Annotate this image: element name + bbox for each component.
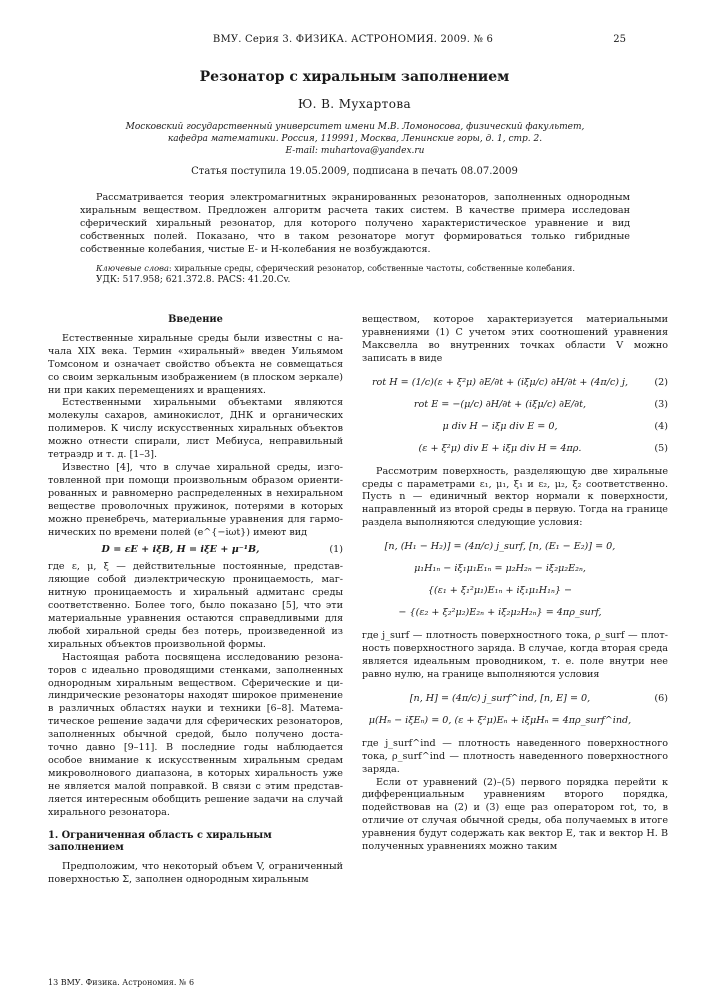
equation-body: − {(ε₂ + ξ₂²μ₂)E₂ₙ + iξ₂μ₂H₂ₙ} = 4πρ_surf, [398,607,602,619]
equation-block-maxwell [362,372,668,460]
boundary-condition [362,558,668,580]
equation-body: μ(Hₙ − iξEₙ) = 0, (ε + ξ²μ)Eₙ + iξμHₙ = 4πρ_surf^ind, [368,714,632,726]
paragraph: Если от уравнений (2)–(5) первого порядка перейти к дифференциальным уравнениям второго порядка, подействовав на (2) и (3) еще раз оператором rot, то, в отличие от случая обычной среды, оба получаемых в итоге уравнения будут содержать как вектор E, так и вектор H. В полученных уравнениях можно таким [362,776,668,853]
affiliation-line: кафедра математики. Россия, 119991, Москва, Ленинские горы, д. 1, стр. 2. [167,134,543,144]
keywords [96,262,630,274]
paragraph: Естественными хиральными объектами являются молекулы сахаров, аминокислот, ДНК и органических полимеров. К числу искусственных хиральных объектов можно отнести спирали, лист Мебиуса, неправильный тетраэдр и т. д. [1–3]. [48,397,343,461]
paragraph: Естественные хиральные среды были известны с начала XIX века. Термин «хиральный» введен Уильямом Томсоном и означает свойство объекта не совмещаться со своим зеркальным изображением (в плоском зеркале) ни при каких перемещениях и вращениях. [48,332,343,396]
equation-number: (3) [654,398,668,410]
page-footer: 13 ВМУ. Физика. Астрономия. № 6 [48,978,195,987]
paragraph: где j_surf — плотность поверхностного тока, ρ_surf — плотность поверхностного заряда. В случае, когда вторая среда является идеальным проводником, т. е. поле внутри нее равно нулю, на границе выполняются условия [362,630,668,680]
right-column [362,314,668,854]
paragraph: где ε, μ, ξ — действительные постоянные, представляющие собой диэлектрическую проницаемость, магнитную проницаемость и хиральный адмитанс среды соответственно. Более того, было показано [5], что эти материальные уравнения остаются справедливыми для любой хиральной среды без потерь, произведенной из хиральных объектов произвольной формы. [48,561,343,650]
equation-3 [362,394,668,416]
classification-codes: УДК: 517.958; 621.372.8. PACS: 41.20.Cv. [96,275,291,285]
section-heading-1: 1. Ограниченная область с хиральным заполнением [48,829,272,854]
equation-number: (4) [654,420,668,432]
boundary-condition [362,580,668,602]
equation-body: [n, H] = (4π/c) j_surf^ind, [n, E] = 0, [409,692,591,704]
paragraph: Предположим, что некоторый объем V, ограниченный поверхностью Σ, заполнен однородным хиральным [48,861,343,886]
article-title: Резонатор с хиральным заполнением [199,69,510,85]
running-head [80,34,626,48]
received-date: Статья поступила 19.05.2009, подписана в печать 08.07.2009 [191,166,518,177]
equation-body: rot H = (1/c)(ε + ξ²μ) ∂E/∂t + (iξμ/c) ∂H/∂t + (4π/c) j, [371,376,629,388]
equation-body: μ₁H₁ₙ − iξ₁μ₁E₁ₙ = μ₂H₂ₙ − iξ₂μ₂E₂ₙ, [414,563,586,575]
equation-number: (1) [329,544,343,556]
paragraph: Рассмотрим поверхность, разделяющую две хиральные среды с параметрами ε₁, μ₁, ξ₁ и ε₂, μ₂, ξ₂ соответственно. Пусть n — единичный вектор нормали к поверхности, направленный из второй среды в первую. Тогда на границе раздела выполняются следующие условия: [362,465,668,529]
boundary-condition [362,536,668,558]
paragraph: Известно [4], что в случае хиральной среды, изготовленной при помощи произвольным образом ориентированных и равномерно распределенных в нехиральном веществе проволочных пружинок, потерями в которых можно пренебречь, материальные уравнения для гармонических по времени полей (e^{−iωt}) имеют вид [48,461,343,538]
abstract: Рассматривается теория электромагнитных экранированных резонаторов, заполненных однородным хиральным веществом. Предложен алгоритм расчета таких систем. В качестве примера исследован сферический хиральный резонатор, для которого получено характеристическое уравнение и вид собственных полей. Показано, что в таком резонаторе могут формироваться только гибридные собственные колебания, чистые E- и H-колебания не возбуждаются. [80,192,630,255]
equation-number: (5) [654,442,668,454]
equation-6-continued [362,710,668,732]
equation-6 [362,688,668,710]
equation-number: (2) [654,376,668,388]
equation-4 [362,416,668,438]
article-author: Ю. В. Мухартова [297,97,412,111]
keywords-list: : хиральные среды, сферический резонатор, собственные частоты, собственные колебания. [168,263,576,273]
paragraph: веществом, которое характеризуется материальными уравнениями (1) С учетом этих соотношений уравнения Максвелла во внутренних точках области V можно записать в виде [362,314,668,364]
keywords-label: Ключевые слова [96,263,169,273]
left-column [48,314,343,887]
equation-2 [362,372,668,394]
equation-body: [n, (H₁ − H₂)] = (4π/c) j_surf, [n, (E₁ − E₂)] = 0, [384,541,616,553]
paragraph: Настоящая работа посвящена исследованию резонаторов с идеально проводящими стенками, заполненных однородным хиральным веществом. Сферические и цилиндрические резонаторы находят широкое применение в различных областях науки и техники [6–8]. Математическое решение задачи для сферических резонаторов, заполненных обычной средой, было получено достаточно давно [9–11]. В последние годы наблюдается особое внимание к искусственным хиральным средам микроволнового диапазона, в которых хиральность уже не является малой поправкой. В связи с этим представляется интересным обобщить решение задачи на случай хирального резонатора. [48,651,343,818]
author-affiliation [85,121,625,157]
affiliation-line: Московский государственный университет имени М.В. Ломоносова, физический факультет, [125,122,585,132]
equation-1 [48,539,343,561]
section-heading-intro: Введение [168,314,223,325]
equation-body: D = εE + iξB, H = iξE + μ⁻¹B, [101,544,260,556]
equation-body: rot E = −(μ/c) ∂H/∂t + (iξμ/c) ∂E/∂t, [413,398,587,410]
boundary-conditions [362,536,668,624]
equation-body: {(ε₁ + ξ₁²μ₁)E₁ₙ + iξ₁μ₁H₁ₙ} − [427,585,573,597]
author-email: E-mail: muhartova@yandex.ru [285,146,425,156]
equation-body: μ div H − iξμ div E = 0, [442,420,558,432]
equation-number: (6) [654,692,668,704]
page-number: 25 [613,34,626,45]
equation-body: (ε + ξ²μ) div E + iξμ div H = 4πρ. [418,442,582,454]
journal-name: ВМУ. Серия 3. ФИЗИКА. АСТРОНОМИЯ. 2009. № 6 [212,34,494,45]
paragraph: где j_surf^ind — плотность наведенного поверхностного тока, ρ_surf^ind — плотность наведенного поверхностного заряда. [362,737,668,775]
equation-block-conductor [362,688,668,732]
boundary-condition [362,602,668,624]
equation-5 [362,438,668,460]
